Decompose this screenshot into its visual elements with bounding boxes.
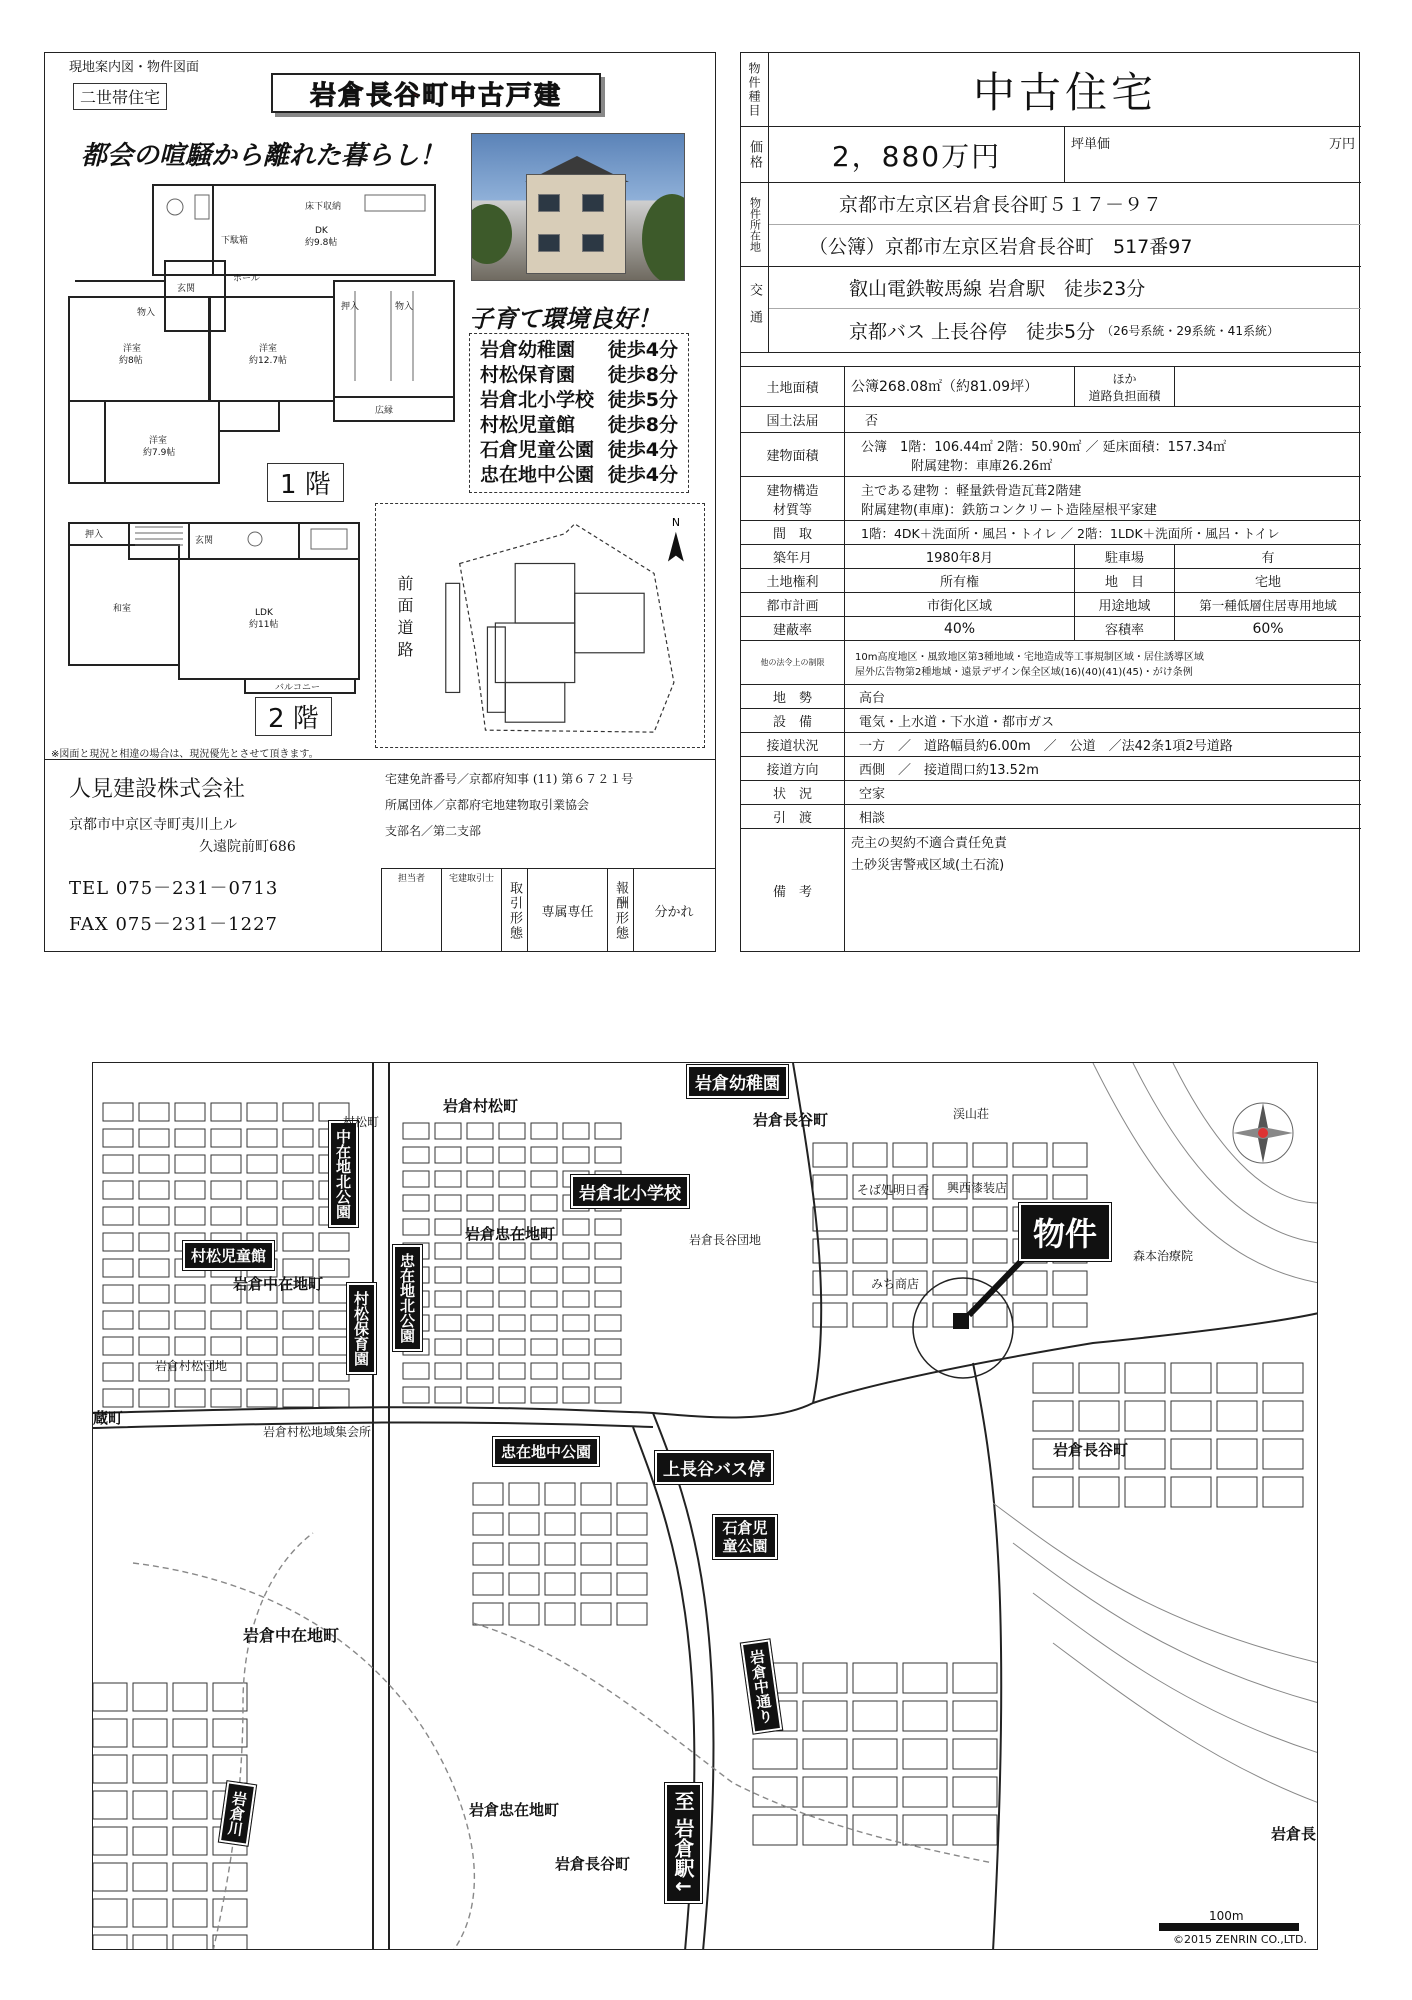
school-row: 岩倉幼稚園 徒歩4分 xyxy=(480,339,678,361)
map-label-nakazaichi-kita-park: 中在地北公園 xyxy=(329,1121,358,1227)
far-label: 容積率 xyxy=(1075,617,1175,641)
broker-wakare-cell: 分かれ xyxy=(654,905,694,920)
property-title-box xyxy=(271,73,601,113)
map-label-muramatsu-hoikuen: 村松保育園 xyxy=(347,1283,376,1374)
house-photo xyxy=(471,133,685,281)
company-tel: TEL 075－231－0713 xyxy=(69,878,279,899)
note: ※図面と現況と相違の場合は、現況優先とさせて頂きます。 xyxy=(51,749,319,760)
type-tag: 二世帯住宅 xyxy=(73,83,167,110)
association: 所属団体／京都府宅地建物取引業協会 xyxy=(385,798,590,812)
fp1-western-a-size: 約8帖 xyxy=(119,356,143,366)
property-title: 岩倉長谷町中古戸建 xyxy=(309,80,562,111)
city-plan: 市街化区域 xyxy=(845,593,1075,617)
map-scale-label: 100m xyxy=(1209,1909,1244,1923)
price-label-cell: 価格 xyxy=(741,127,769,183)
map-place-iwakura-nagatani-2: 岩倉長谷町 xyxy=(1053,1441,1129,1459)
road-direction: 西側 ／ 接道間口約13.52m xyxy=(845,757,1361,781)
school-row: 村松児童館 徒歩8分 xyxy=(480,414,678,436)
other-restrictions-cell xyxy=(845,641,1361,685)
branch: 支部名／第二支部 xyxy=(385,824,482,838)
school-list xyxy=(469,333,689,493)
fp1-western-b: 洋室 xyxy=(259,344,278,354)
layout: 1階：4DK＋洗面所・風呂・トイレ ／ 2階：1LDK＋洗面所・風呂・トイレ xyxy=(845,521,1361,545)
handover: 相談 xyxy=(845,805,1361,829)
other-restrictions-2: 屋外広告物第2種地域・遠景デザイン保全区域(16)(40)(41)(45)・がけ条例 xyxy=(855,666,1193,678)
scale-bar xyxy=(1159,1923,1299,1931)
bcr-label: 建蔽率 xyxy=(741,617,845,641)
transport-1: 叡山電鉄鞍馬線 岩倉駅 徒歩23分 xyxy=(769,267,1361,309)
road-status-label: 接道状況 xyxy=(741,733,845,757)
fp1-dk-size: 約9.8帖 xyxy=(305,238,338,248)
road-status: 一方 ／ 道路幅員約6.00m ／ 公道 ／法42条1項2号道路 xyxy=(845,733,1361,757)
property-marker xyxy=(953,1313,969,1329)
broker-tantou-cell: 担当者 xyxy=(382,869,442,952)
fp2-washitsu: 和室 xyxy=(113,604,132,614)
school-row: 忠在地中公園 徒歩4分 xyxy=(480,464,678,486)
type-label-cell: 物件種目 xyxy=(741,53,769,127)
fp1-western-c-size: 約7.9帖 xyxy=(143,448,176,458)
fp2-genkan: 玄関 xyxy=(195,536,214,546)
national-law-label: 国土法届 xyxy=(741,407,845,433)
road-direction-label: 接道方向 xyxy=(741,757,845,781)
tsubo-cell xyxy=(1065,127,1361,183)
catch-copy: 都会の喧騒から離れた暮らし！ xyxy=(81,141,446,171)
map-place-mitsu: みち商店 xyxy=(871,1277,920,1291)
school-row: 村松保育園 徒歩8分 xyxy=(480,364,678,386)
location-1: 京都市左京区岩倉長谷町５１７－９７ xyxy=(769,183,1361,225)
map-label-kindergarten: 岩倉幼稚園 xyxy=(687,1065,788,1098)
front-road-label: 前面道路 xyxy=(395,575,414,663)
map-place-iwakura-naga: 岩倉長 xyxy=(1271,1825,1317,1843)
parking-label: 駐車場 xyxy=(1075,545,1175,569)
property-pointer xyxy=(969,1253,1029,1315)
remarks-1: 売主の契約不適合責任免責 xyxy=(851,836,1008,851)
broker-senzoku-cell: 専属専任 xyxy=(528,869,608,952)
license-number: 宅建免許番号／京都府知事 (11) 第６７２１号 xyxy=(385,772,634,786)
company-name: 人見建設株式会社 xyxy=(69,777,246,802)
national-law: 否 xyxy=(845,407,1361,433)
map-label-muramatsu-jidoukan: 村松児童館 xyxy=(183,1241,274,1270)
map-label-iwakura-river: 岩倉川 xyxy=(219,1781,256,1845)
compass-icon xyxy=(1233,1103,1293,1163)
map-label-iwakura-street: 岩倉中通り xyxy=(741,1639,782,1733)
map-place-muramatsu-danchi: 岩倉村松団地 xyxy=(155,1359,228,1373)
school-row: 岩倉北小学校 徒歩5分 xyxy=(480,389,678,411)
map-label-elementary: 岩倉北小学校 xyxy=(571,1175,689,1208)
land-right: 所有権 xyxy=(845,569,1075,593)
fp1-genkan: 玄関 xyxy=(177,284,196,294)
company-address-2: 久遠院前町686 xyxy=(199,839,296,855)
city-plan-label: 都市計画 xyxy=(741,593,845,617)
map-label-kaminagatani-bus: 上長谷バス停 xyxy=(655,1451,773,1484)
parking: 有 xyxy=(1175,545,1361,569)
fp2-ldk: LDK xyxy=(255,608,273,618)
map-place-iwakura-muramatsu: 岩倉村松町 xyxy=(443,1097,519,1115)
other-restrictions-1: 10m高度地区・風致地区第3種地域・宅地造成等工事規制区域・居住誘導区域 xyxy=(855,651,1204,663)
fp1-western-b-size: 約12.7帖 xyxy=(249,356,288,366)
building-area-cell xyxy=(845,433,1361,477)
building-area-1: 公簿 1階：106.44㎡ 2階：50.90㎡ ／ 延床面積：157.34㎡ xyxy=(861,439,1227,455)
fp1-shoebox: 下駄箱 xyxy=(221,236,249,246)
far: 60% xyxy=(1175,617,1361,641)
broker-taiyou-cell: 取引形態 xyxy=(502,869,528,952)
use-zone: 第一種低層住居専用地域 xyxy=(1175,593,1361,617)
broker-houshu-cell: 報酬形態 xyxy=(608,869,634,952)
broker-shi-cell: 宅建取引士 xyxy=(442,869,502,952)
map-place-soba: そば処明日香 xyxy=(857,1183,930,1197)
handover-label: 引 渡 xyxy=(741,805,845,829)
map-place-iwakura-chuzaichi-1: 岩倉忠在地町 xyxy=(465,1225,556,1243)
guide-tag: 現地案内図・物件図面 xyxy=(63,55,205,76)
land-area: 公簿268.08㎡（約81.09坪） xyxy=(845,367,1075,407)
company-fax: FAX 075－231－1227 xyxy=(69,914,278,935)
building-area-2: 附属建物：車庫26.26㎡ xyxy=(911,458,1053,474)
map-label-ishikura-park: 石倉児童公園 xyxy=(713,1515,777,1559)
type-value: 中古住宅 xyxy=(769,53,1361,127)
structure-cell xyxy=(845,477,1361,521)
structure-label: 建物構造 材質等 xyxy=(741,477,845,521)
company-block xyxy=(45,759,715,951)
remarks-label: 備 考 xyxy=(741,829,845,951)
land-right-label: 土地権利 xyxy=(741,569,845,593)
terrain: 高台 xyxy=(845,685,1361,709)
map-place-iwakura-nagatani-1: 岩倉長谷町 xyxy=(753,1111,829,1129)
facility-label: 設 備 xyxy=(741,709,845,733)
status: 空家 xyxy=(845,781,1361,805)
map-place-keizan: 渓山荘 xyxy=(953,1107,990,1121)
structure-1: 主である建物 ：軽量鉄骨造瓦葺2階建 xyxy=(861,483,1082,499)
facility: 電気・上水道・下水道・都市ガス xyxy=(845,709,1361,733)
map-place-muramatsu: 村松町 xyxy=(343,1115,380,1129)
map-label-chuzaichi-kita-park: 忠在地北公園 xyxy=(393,1245,422,1351)
fp1-hall: ホール xyxy=(233,274,260,284)
bcr: 40% xyxy=(845,617,1075,641)
road-share-value xyxy=(1175,367,1361,407)
other-restrictions-label: 他の法令上の制限 xyxy=(741,641,845,685)
location-label-cell: 物件所在地 xyxy=(741,183,769,267)
map-place-morimoto: 森本治療院 xyxy=(1133,1249,1194,1263)
company-address-1: 京都市中京区寺町夷川上ル xyxy=(69,817,237,833)
map-place-shuukaijo: 岩倉村松地域集会所 xyxy=(263,1425,372,1439)
area-map xyxy=(92,1062,1318,1950)
fp1-western-a: 洋室 xyxy=(123,344,142,354)
status-label: 状 況 xyxy=(741,781,845,805)
remarks-2: 土砂災害警戒区域(土石流) xyxy=(851,858,1005,873)
floorplan-floor2 xyxy=(65,519,365,694)
school-row: 石倉児童公園 徒歩4分 xyxy=(480,439,678,461)
terrain-label: 地 勢 xyxy=(741,685,845,709)
floorplan-floor1 xyxy=(65,181,463,491)
map-label-property: 物件 xyxy=(1019,1203,1111,1261)
built-label: 築年月 xyxy=(741,545,845,569)
map-label-chuzaichi-naka-park: 忠在地中公園 xyxy=(493,1437,599,1466)
fp1-storage-1: 物入 xyxy=(137,308,156,318)
map-place-iwakura-nakazaichi-2: 岩倉中在地町 xyxy=(243,1626,340,1645)
land-area-label: 土地面積 xyxy=(741,367,845,407)
building-area-label: 建物面積 xyxy=(741,433,845,477)
transport-2: 京都バス 上長谷停 徒歩5分 （26号系統・29系統・41系統） xyxy=(769,309,1361,353)
fp1-closet: 押入 xyxy=(341,302,360,312)
tsubo-unit: 万円 xyxy=(1328,137,1355,152)
layout-label: 間 取 xyxy=(741,521,845,545)
floor2-label: 2 階 xyxy=(255,697,332,736)
fp1-dk: DK xyxy=(315,226,328,236)
fp1-kitchen-storage: 床下収納 xyxy=(305,202,342,212)
fp1-storage-2: 物入 xyxy=(395,302,414,312)
price-value: 2，880万円 xyxy=(769,127,1065,183)
map-place-kokusen: 興西漆装店 xyxy=(947,1181,1008,1195)
chimoku-label: 地 目 xyxy=(1075,569,1175,593)
right-panel xyxy=(740,52,1360,952)
map-copyright: ©2015 ZENRIN CO.,LTD. xyxy=(1173,1933,1308,1946)
fp2-ldk-size: 約11帖 xyxy=(249,620,279,630)
map-place-iwakura-nagatani-3: 岩倉長谷町 xyxy=(555,1855,631,1873)
north-label: N xyxy=(671,515,681,529)
map-label-to-station: 至 岩倉駅↓ xyxy=(665,1783,702,1903)
road-share-cell: ほか 道路負担面積 xyxy=(1075,367,1175,407)
structure-2: 附属建物(車庫)：鉄筋コンクリート造陸屋根平家建 xyxy=(861,502,1157,518)
map-place-iwakura-chuzaichi-2: 岩倉忠在地町 xyxy=(469,1801,560,1819)
fp1-engawa: 広縁 xyxy=(375,406,394,416)
chimoku: 宅地 xyxy=(1175,569,1361,593)
map-base xyxy=(93,1063,1318,1950)
north-arrow-icon xyxy=(668,532,684,562)
built: 1980年8月 xyxy=(845,545,1075,569)
transport-label-cell: 交通 xyxy=(741,267,769,353)
broker-table xyxy=(381,868,715,952)
kids-environment-title: 子育て環境良好！ xyxy=(469,305,661,333)
tsubo-label: 坪単価 xyxy=(1071,137,1111,152)
left-panel xyxy=(44,52,716,952)
floor1-label: 1 階 xyxy=(267,463,344,502)
location-2: （公簿）京都市左京区岩倉長谷町 517番97 xyxy=(769,225,1361,267)
fp2-closet: 押入 xyxy=(85,530,104,540)
map-place-kuracho: 蔵町 xyxy=(93,1409,124,1427)
remarks-cell xyxy=(845,829,1361,951)
fp2-balcony: バルコニー xyxy=(275,683,321,693)
map-place-danchi: 岩倉長谷団地 xyxy=(689,1233,762,1247)
fp1-western-c: 洋室 xyxy=(149,436,168,446)
use-zone-label: 用途地域 xyxy=(1075,593,1175,617)
map-place-iwakura-nakazaichi-1: 岩倉中在地町 xyxy=(233,1275,324,1293)
site-plan xyxy=(375,503,705,748)
